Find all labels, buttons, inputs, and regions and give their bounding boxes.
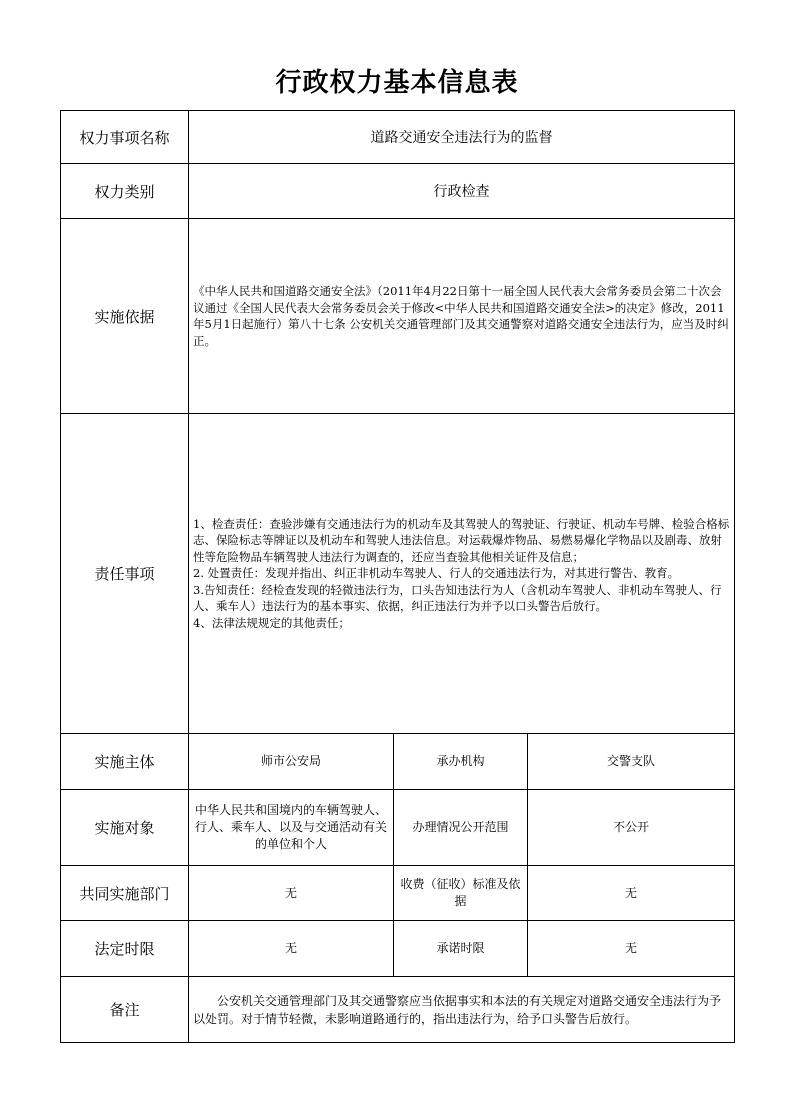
- label-target: 实施对象: [61, 790, 189, 866]
- label-disclosure: 办理情况公开范围: [394, 790, 528, 866]
- value-subject: 师市公安局: [189, 734, 394, 790]
- page-title: 行政权力基本信息表: [275, 68, 519, 98]
- value-agency: 交警支队: [528, 734, 735, 790]
- row-name: [61, 111, 735, 164]
- label-fee: 收费（征收）标准及依据: [394, 866, 528, 921]
- row-subject: [61, 734, 735, 790]
- label-joint: 共同实施部门: [61, 866, 189, 921]
- label-responsibility: 责任事项: [61, 414, 189, 734]
- label-basis: 实施依据: [61, 219, 189, 414]
- value-name: 道路交通安全违法行为的监督: [189, 111, 735, 164]
- row-responsibility: [61, 414, 735, 734]
- value-category: 行政检查: [189, 164, 735, 219]
- row-category: [61, 164, 735, 219]
- label-time-limit: 法定时限: [61, 921, 189, 977]
- label-remark: 备注: [61, 977, 189, 1043]
- value-responsibility: [189, 414, 735, 734]
- value-remark: 公安机关交通管理部门及其交通警察应当依据事实和本法的有关规定对道路交通安全违法行为予以处罚。对于情节轻微，未影响道路通行的，指出违法行为，给予口头警告后放行。: [189, 977, 735, 1043]
- responsibility-item: 4、法律法规规定的其他责任；: [193, 615, 350, 630]
- row-basis: [61, 219, 735, 414]
- label-category: 权力类别: [61, 164, 189, 219]
- responsibility-item: 2. 处置责任：发现并指出、纠正非机动车驾驶人、行人的交通违法行为，对其进行警告、教育。: [193, 566, 680, 581]
- value-fee: 无: [528, 866, 735, 921]
- label-subject: 实施主体: [61, 734, 189, 790]
- value-disclosure: 不公开: [528, 790, 735, 866]
- row-joint: [61, 866, 735, 921]
- info-table: [60, 110, 735, 1043]
- row-target: [61, 790, 735, 866]
- value-basis: 《中华人民共和国道路交通安全法》（2011年4月22日第十一届全国人民代表大会常务委员会第二十次会议通过《全国人民代表大会常务委员会关于修改<中华人民共和国道路交通安全法>的决定》修改，2011年5月1日起施行）第八十七条 公安机关交通管理部门及其交通警察对道路交通安全违法行为，应当及时纠正。: [189, 219, 735, 414]
- responsibility-item: 3.告知责任：经检查发现的轻微违法行为，口头告知违法行为人（含机动车驾驶人、非机动车驾驶人、行人、乘车人）违法行为的基本事实、依据，纠正违法行为并予以口头警告后放行。: [193, 582, 722, 614]
- label-promise-limit: 承诺时限: [394, 921, 528, 977]
- row-time-limit: [61, 921, 735, 977]
- value-target: 中华人民共和国境内的车辆驾驶人、行人、乘车人、以及与交通活动有关的单位和个人: [189, 790, 394, 866]
- row-remark: [61, 977, 735, 1043]
- label-name: 权力事项名称: [61, 111, 189, 164]
- responsibility-item: 1、检查责任：查验涉嫌有交通违法行为的机动车及其驾驶人的驾驶证、行驶证、机动车号牌、检验合格标志、保险标志等牌证以及机动车和驾驶人违法信息。对运载爆炸物品、易燃易爆化学物品以及剧毒、放射性等危险物品车辆驾驶人违法行为调查的，还应当查验其他相关证件及信息；: [193, 516, 730, 564]
- value-joint: 无: [189, 866, 394, 921]
- value-promise-limit: 无: [528, 921, 735, 977]
- label-agency: 承办机构: [394, 734, 528, 790]
- value-time-limit: 无: [189, 921, 394, 977]
